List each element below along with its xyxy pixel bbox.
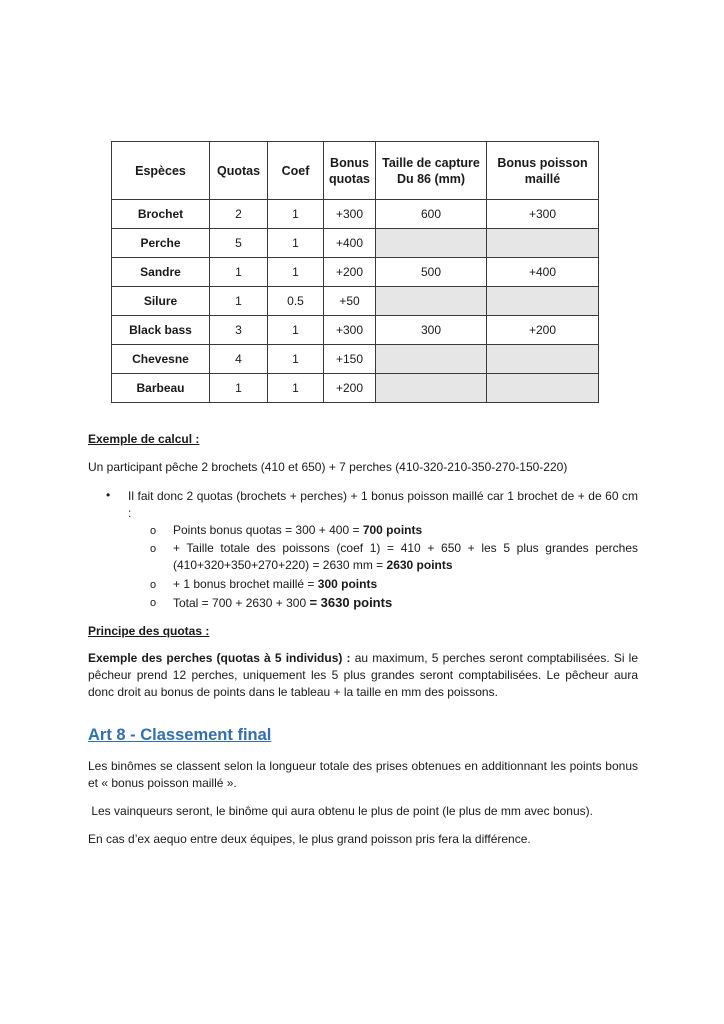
cell-taille: 600	[376, 200, 487, 229]
example-title: Exemple de calcul :	[88, 432, 200, 446]
table-header-row	[112, 142, 599, 200]
cell-maille	[487, 374, 599, 403]
header-especes: Espèces	[112, 142, 210, 200]
cell-bonus: +200	[324, 374, 376, 403]
cell-maille	[487, 229, 599, 258]
cell-quotas: 3	[210, 316, 268, 345]
cell-taille	[376, 374, 487, 403]
cell-coef: 1	[268, 374, 324, 403]
cell-espece: Sandre	[112, 258, 210, 287]
sub-item-result: 2630 points	[386, 558, 453, 572]
cell-bonus: +300	[324, 316, 376, 345]
table-row	[112, 200, 599, 229]
sub-item-text: + Taille totale des poissons (coef 1) = 410 + 650 + les 5 plus grandes perches (410+320+350+270+220) = 2630 mm =	[173, 541, 638, 572]
table-row	[112, 258, 599, 287]
cell-espece: Brochet	[112, 200, 210, 229]
cell-bonus: +50	[324, 287, 376, 316]
cell-coef: 1	[268, 200, 324, 229]
cell-coef: 1	[268, 258, 324, 287]
cell-espece: Perche	[112, 229, 210, 258]
sub-bullet-symbol: o	[150, 579, 157, 591]
art8-paragraph-2: Les vainqueurs seront, le binôme qui aura obtenu le plus de point (le plus de mm avec bonus).	[88, 804, 593, 818]
quotas-title: Principe des quotas :	[88, 624, 210, 638]
header-bonus-quotas: Bonus quotas	[324, 142, 376, 200]
cell-bonus: +150	[324, 345, 376, 374]
sub-bullet-symbol: o	[150, 525, 157, 537]
cell-quotas: 1	[210, 287, 268, 316]
sub-item-result: = 3630 points	[309, 595, 393, 610]
cell-bonus: +300	[324, 200, 376, 229]
cell-maille: +300	[487, 200, 599, 229]
sub-bullet-symbol: o	[150, 597, 157, 609]
cell-espece: Chevesne	[112, 345, 210, 374]
quotas-lead: Exemple des perches (quotas à 5 individus) :	[88, 651, 351, 665]
table-row	[112, 316, 599, 345]
header-bonus-maille: Bonus poisson maillé	[487, 142, 599, 200]
cell-espece: Barbeau	[112, 374, 210, 403]
cell-quotas: 5	[210, 229, 268, 258]
sub-item-result: 300 points	[317, 577, 378, 591]
cell-coef: 1	[268, 345, 324, 374]
sub-item-bonus-quotas	[173, 522, 638, 539]
species-table	[111, 141, 599, 403]
sub-item-bonus-maille	[173, 576, 638, 593]
art8-paragraph-1: Les binômes se classent selon la longueur totale des prises obtenues en additionnant les points bonus et « bonus poisson maillé ».	[88, 759, 638, 790]
sub-item-text: Points bonus quotas = 300 + 400 =	[173, 523, 363, 537]
cell-bonus: +200	[324, 258, 376, 287]
header-taille-capture: Taille de capture Du 86 (mm)	[376, 142, 487, 200]
sub-item-taille-totale	[173, 540, 638, 574]
quotas-body: au maximum, 5 perches seront comptabilisées. Si le pêcheur prend 12 perches, uniquement les 5 plus grandes seront comptabilisées. Le pêcheur aura donc droit au bonus de points dans le tableau + la taille en mm des poissons.	[88, 651, 638, 699]
cell-taille: 300	[376, 316, 487, 345]
sub-item-total	[173, 594, 638, 612]
example-intro: Un participant pêche 2 brochets (410 et 650) + 7 perches (410-320-210-350-270-150-220)	[88, 460, 568, 474]
cell-taille	[376, 345, 487, 374]
art8-paragraph-3: En cas d’ex aequo entre deux équipes, le plus grand poisson pris fera la différence.	[88, 832, 531, 846]
cell-coef: 0.5	[268, 287, 324, 316]
cell-quotas: 4	[210, 345, 268, 374]
cell-maille	[487, 287, 599, 316]
sub-item-text: + 1 bonus brochet maillé =	[173, 577, 318, 591]
cell-coef: 1	[268, 316, 324, 345]
cell-maille: +200	[487, 316, 599, 345]
sub-item-text: Total = 700 + 2630 + 300	[173, 596, 310, 610]
quotas-paragraph	[88, 650, 638, 701]
example-bullet-text: Il fait donc 2 quotas (brochets + perches) + 1 bonus poisson maillé car 1 brochet de + de 60 cm :	[128, 489, 638, 520]
header-quotas: Quotas	[210, 142, 268, 200]
sub-item-result: 700 points	[362, 523, 423, 537]
section-heading-art8: Art 8 - Classement final	[88, 726, 272, 744]
cell-maille: +400	[487, 258, 599, 287]
cell-coef: 1	[268, 229, 324, 258]
cell-espece: Black bass	[112, 316, 210, 345]
bullet-symbol: •	[106, 488, 111, 502]
table-row	[112, 345, 599, 374]
cell-maille	[487, 345, 599, 374]
sub-bullet-symbol: o	[150, 543, 157, 555]
table-row	[112, 287, 599, 316]
cell-taille	[376, 287, 487, 316]
table-row	[112, 374, 599, 403]
cell-espece: Silure	[112, 287, 210, 316]
cell-taille: 500	[376, 258, 487, 287]
cell-bonus: +400	[324, 229, 376, 258]
header-coef: Coef	[268, 142, 324, 200]
cell-quotas: 1	[210, 374, 268, 403]
cell-quotas: 2	[210, 200, 268, 229]
cell-quotas: 1	[210, 258, 268, 287]
table-row	[112, 229, 599, 258]
cell-taille	[376, 229, 487, 258]
